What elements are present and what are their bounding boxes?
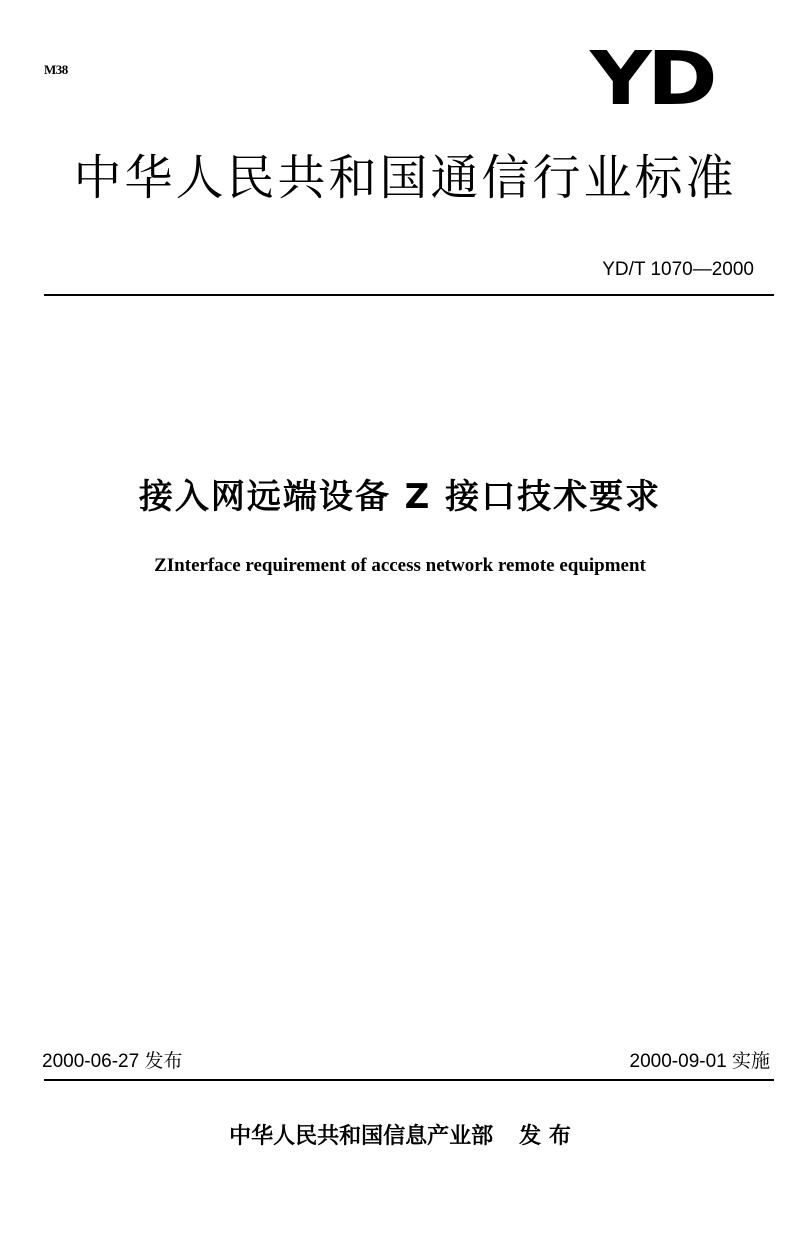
document-title-chinese: 接入网远端设备 Z 接口技术要求: [138, 477, 662, 517]
yd-logo: YD: [590, 36, 714, 122]
publisher-name: 中华人民共和国信息产业部: [229, 1124, 494, 1149]
issue-date: 2000-06-27 发布: [42, 1051, 183, 1072]
document-title-english: ZInterface requirement of access network remote equipment: [154, 555, 646, 576]
standard-category-title: 中华人民共和国通信行业标准: [73, 150, 737, 206]
implementation-date: 2000-09-01 实施: [629, 1051, 770, 1072]
classification-code: M38: [44, 62, 68, 77]
standard-number: YD/T 1070—2000: [602, 259, 754, 280]
publisher-line: [0, 1122, 800, 1152]
publisher-action: 发 布: [519, 1124, 571, 1149]
footer-divider: [44, 1079, 774, 1081]
header-divider: [44, 294, 774, 296]
